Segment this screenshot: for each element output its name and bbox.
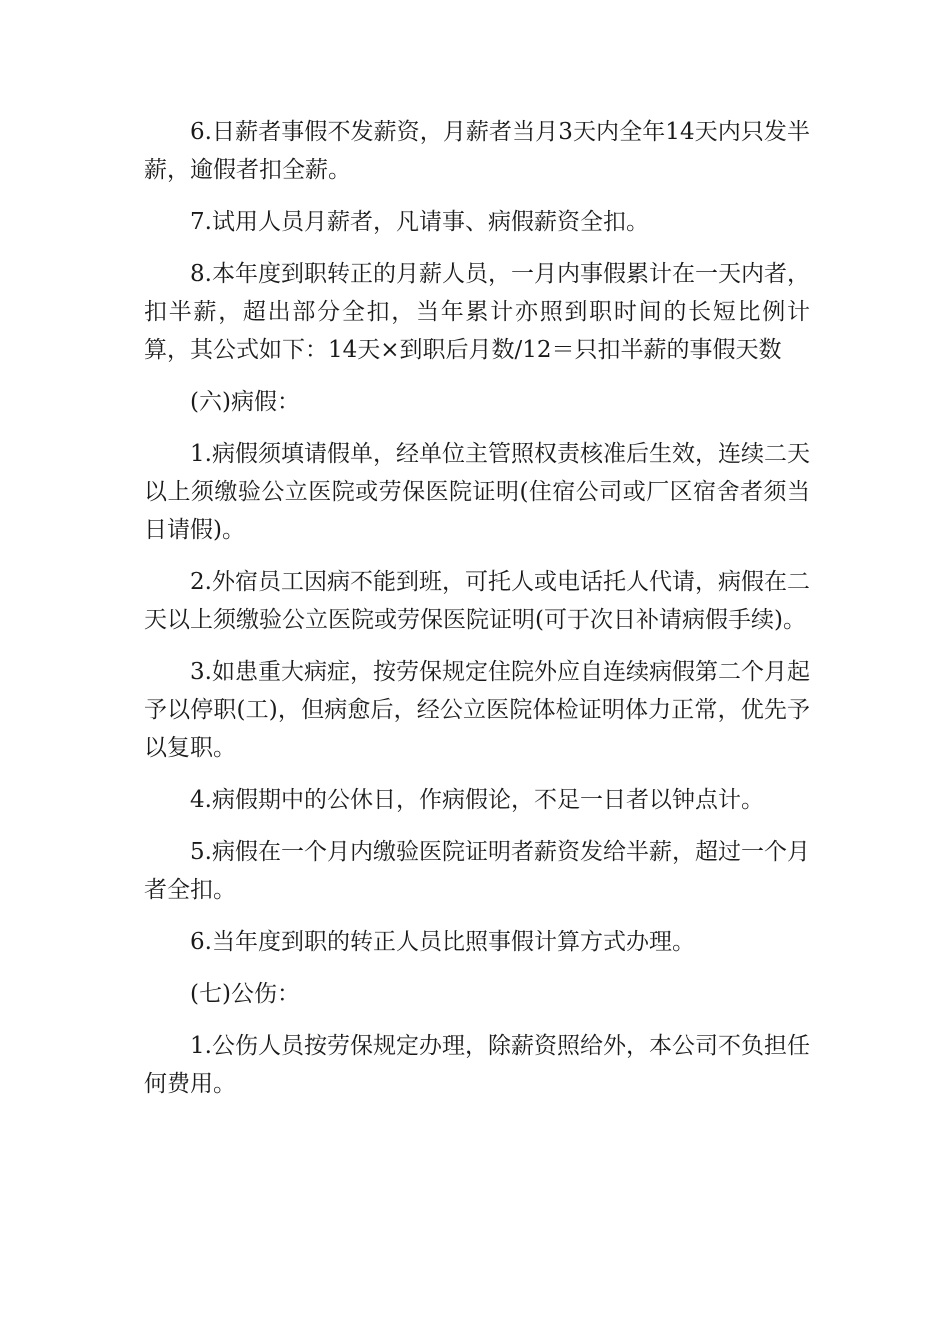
section-heading-sick-leave: (六)病假： bbox=[190, 389, 300, 415]
paragraph-sick-leave-holidays: 4.病假期中的公休日，作病假论，不足一日者以钟点计。 bbox=[190, 787, 764, 813]
section-heading-work-injury: (七)公伤： bbox=[190, 981, 300, 1007]
paragraph-sick-leave-proxy: 2.外宿员工因病不能到班，可托人或电话托人代请，病假在二天以上须缴验公立医院或劳保医院证明(可于次日补请病假手续)。 bbox=[144, 569, 810, 633]
paragraph-sick-leave-pay: 5.病假在一个月内缴验医院证明者薪资发给半薪，超过一个月者全扣。 bbox=[144, 839, 810, 903]
paragraph-new-staff-sick-leave: 6.当年度到职的转正人员比照事假计算方式办理。 bbox=[190, 929, 695, 955]
paragraph-work-injury: 1.公伤人员按劳保规定办理，除薪资照给外，本公司不负担任何费用。 bbox=[144, 1033, 810, 1097]
document-body bbox=[144, 113, 810, 1117]
paragraph-new-staff-personal-leave: 8.本年度到职转正的月薪人员，一月内事假累计在一天内者，扣半薪，超出部分全扣，当年累计亦照到职时间的长短比例计算，其公式如下：14天×到职后月数/12＝只扣半薪的事假天数 bbox=[144, 261, 810, 363]
paragraph-probation-leave: 7.试用人员月薪者，凡请事、病假薪资全扣。 bbox=[190, 209, 649, 235]
paragraph-serious-illness: 3.如患重大病症，按劳保规定住院外应自连续病假第二个月起予以停职(工)，但病愈后，经公立医院体检证明体力正常，优先予以复职。 bbox=[144, 659, 810, 761]
paragraph-sick-leave-form: 1.病假须填请假单，经单位主管照权责核准后生效，连续二天以上须缴验公立医院或劳保医院证明(住宿公司或厂区宿舍者须当日请假)。 bbox=[144, 441, 810, 543]
paragraph-personal-leave-daily-pay: 6.日薪者事假不发薪资，月薪者当月3天内全年14天内只发半薪，逾假者扣全薪。 bbox=[144, 119, 810, 183]
